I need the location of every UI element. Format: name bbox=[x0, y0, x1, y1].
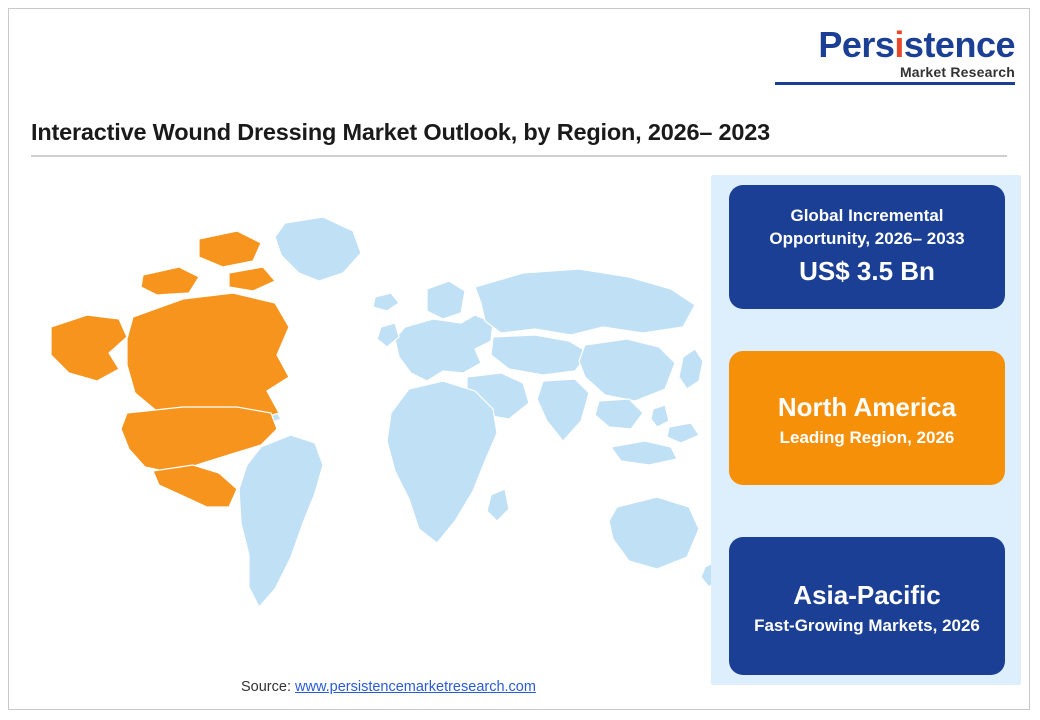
logo-tagline: Market Research bbox=[899, 64, 1015, 80]
card3-heading: Asia-Pacific bbox=[793, 579, 941, 610]
infographic-page bbox=[8, 8, 1030, 710]
company-logo bbox=[775, 24, 1015, 85]
title-block bbox=[9, 119, 1029, 157]
logo-name-part2: stence bbox=[903, 24, 1015, 65]
card3-subtitle: Fast-Growing Markets, 2026 bbox=[754, 616, 980, 636]
title-divider bbox=[31, 155, 1007, 157]
card-global-incremental-opportunity bbox=[729, 185, 1005, 309]
world-map bbox=[23, 177, 723, 667]
world-map-svg bbox=[23, 177, 723, 667]
logo-accent-dot: i bbox=[894, 24, 904, 65]
card-fast-growing-region bbox=[729, 537, 1005, 675]
card1-value: US$ 3.5 Bn bbox=[799, 256, 935, 287]
source-label: Source: bbox=[241, 679, 295, 695]
card1-line2: Opportunity, 2026– 2033 bbox=[769, 229, 965, 249]
logo-underline bbox=[775, 82, 1015, 85]
highlights-panel bbox=[711, 175, 1021, 685]
map-base-regions bbox=[209, 217, 721, 607]
card-leading-region bbox=[729, 351, 1005, 485]
card2-subtitle: Leading Region, 2026 bbox=[779, 428, 955, 448]
card1-line1: Global Incremental bbox=[790, 206, 944, 226]
page-title: Interactive Wound Dressing Market Outlook, by Region, 2026– 2023 bbox=[31, 119, 770, 145]
source-note bbox=[241, 679, 536, 695]
logo-name-part1: Pers bbox=[818, 24, 895, 65]
source-link[interactable]: www.persistencemarketresearch.com bbox=[295, 679, 536, 695]
card2-heading: North America bbox=[777, 391, 957, 422]
logo-wordmark bbox=[775, 24, 1015, 65]
